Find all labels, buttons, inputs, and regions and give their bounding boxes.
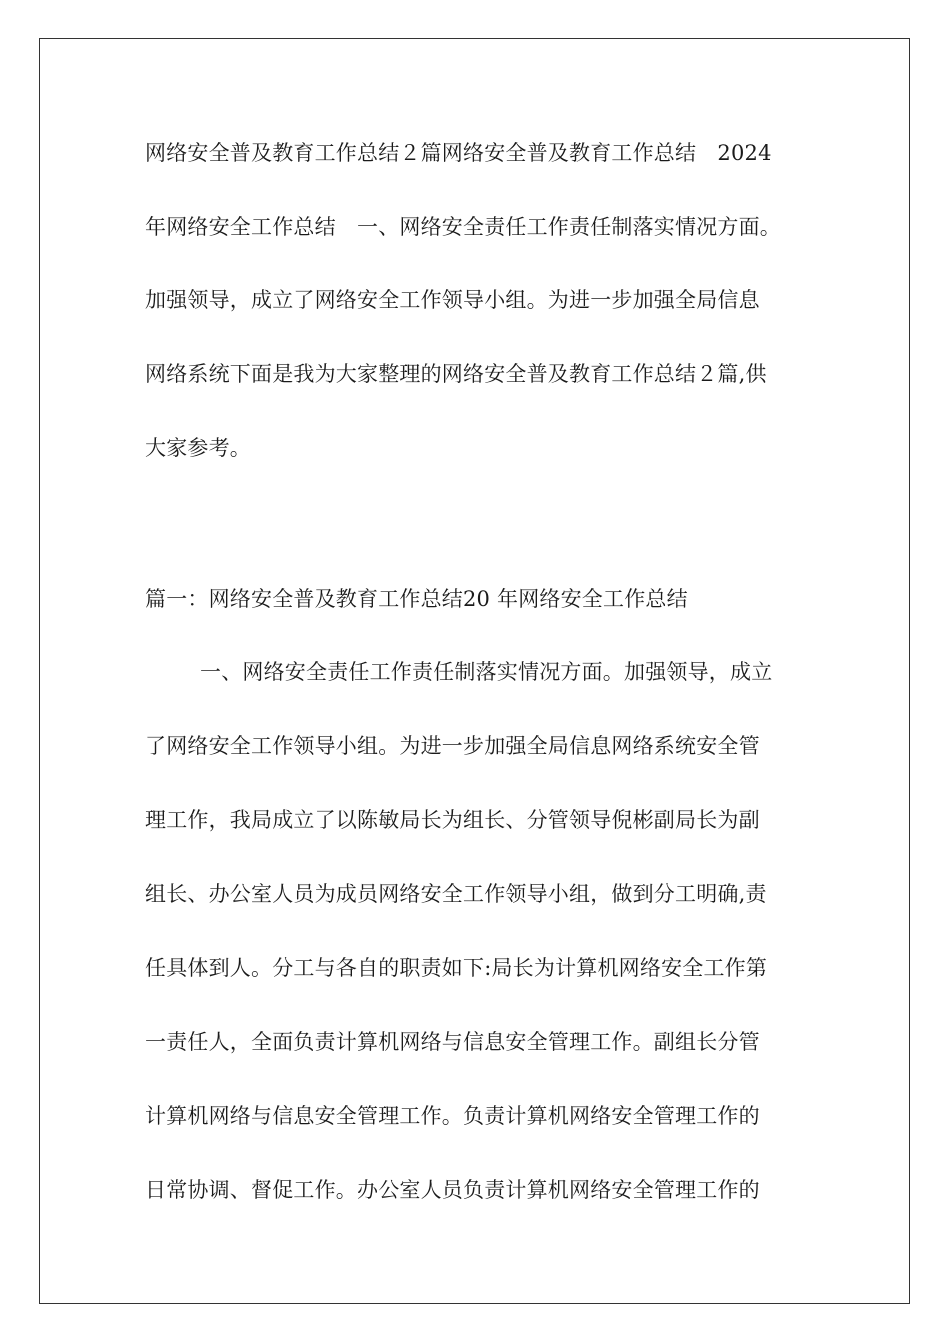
intro-line: 年网络安全工作总结 一、网络安全责任工作责任制落实情况方面。 xyxy=(145,215,781,239)
body-line: 了网络安全工作领导小组。为进一步加强全局信息网络系统安全管 xyxy=(145,734,760,758)
body-line: 计算机网络与信息安全管理工作。负责计算机网络安全管理工作的 xyxy=(145,1104,760,1128)
body-line: 一、网络安全责任工作责任制落实情况方面。加强领导，成立 xyxy=(200,660,773,684)
body-line: 一责任人，全面负责计算机网络与信息安全管理工作。副组长分管 xyxy=(145,1030,760,1054)
body-line: 任具体到人。分工与各自的职责如下:局长为计算机网络安全工作第 xyxy=(145,956,768,980)
intro-line: 大家参考。 xyxy=(145,436,251,460)
intro-line: 网络系统下面是我为大家整理的网络安全普及教育工作总结２篇,供 xyxy=(145,362,767,386)
intro-line: 网络安全普及教育工作总结２篇网络安全普及教育工作总结 2024 xyxy=(145,141,772,165)
body-line: 理工作，我局成立了以陈敏局长为组长、分管领导倪彬副局长为副 xyxy=(145,808,760,832)
body-line: 日常协调、督促工作。办公室人员负责计算机网络安全管理工作的 xyxy=(145,1178,760,1202)
intro-line: 加强领导，成立了网络安全工作领导小组。为进一步加强全局信息 xyxy=(145,288,760,312)
section-heading: 篇一：网络安全普及教育工作总结20 年网络安全工作总结 xyxy=(145,587,688,611)
body-line: 组长、办公室人员为成员网络安全工作领导小组，做到分工明确,责 xyxy=(145,882,767,906)
